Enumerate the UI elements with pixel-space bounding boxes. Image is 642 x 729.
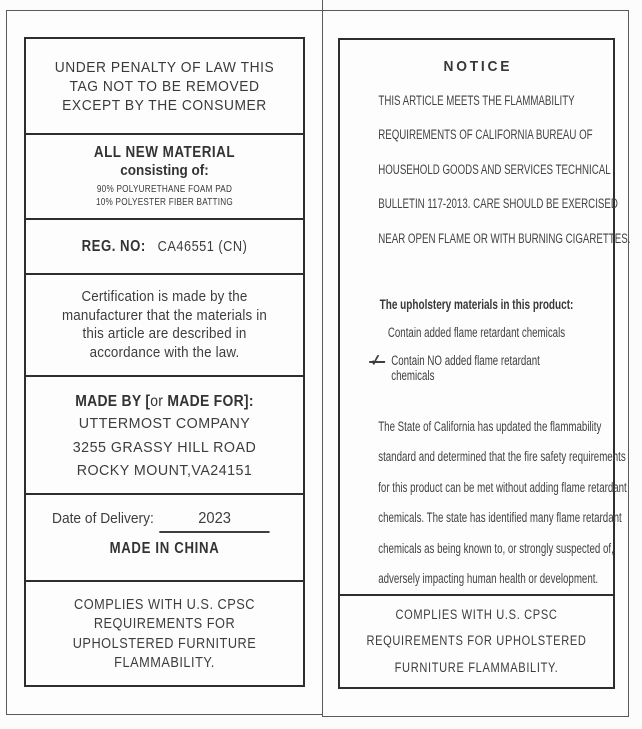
company-city: ROCKY MOUNT,VA24151 — [76, 462, 253, 479]
law-label-card — [24, 37, 305, 687]
state-line: for this product can be met without adding flame retardant — [378, 479, 627, 495]
cpsc-section-right — [340, 594, 613, 687]
penalty-section — [26, 39, 303, 133]
cpsc-line: COMPLIES WITH U.S. CPSC — [395, 606, 558, 622]
cpsc-line: FURNITURE FLAMMABILITY. — [394, 659, 559, 675]
delivery-label: Date of Delivery: — [52, 511, 154, 527]
penalty-line: EXCEPT BY THE CONSUMER — [62, 96, 267, 114]
certification-line: manufacturer that the materials in — [62, 307, 267, 324]
state-line: The State of California has updated the flammability — [378, 419, 602, 435]
certification-section — [26, 273, 303, 375]
material-component: 10% POLYESTER FIBER BATTING — [95, 196, 234, 208]
state-line: adversely impacting human health or development. — [378, 571, 599, 587]
material-subtitle: consisting of: — [120, 162, 209, 179]
state-line: chemicals. The state has identified many flame retardant — [378, 510, 622, 526]
notice-line: BULLETIN 117-2013. CARE SHOULD BE EXERCISED — [378, 196, 618, 212]
company-name: UTTERMOST COMPANY — [78, 415, 251, 432]
notice-section — [340, 40, 631, 594]
state-line: chemicals as being known to, or strongly suspected of, — [378, 540, 614, 556]
material-section — [26, 133, 303, 218]
penalty-line: UNDER PENALTY OF LAW THIS — [54, 58, 275, 76]
notice-card — [338, 38, 631, 689]
cpsc-line: REQUIREMENTS FOR — [93, 615, 236, 632]
company-street: 3255 GRASSY HILL ROAD — [72, 438, 257, 456]
cpsc-line: COMPLIES WITH U.S. CPSC — [73, 595, 256, 613]
registration-section — [26, 218, 303, 273]
made-by-heading-or: or — [150, 393, 164, 410]
made-by-section — [26, 375, 303, 493]
notice-line: THIS ARTICLE MEETS THE FLAMMABILITY — [378, 93, 575, 108]
delivery-row — [27, 508, 290, 533]
cpsc-line: REQUIREMENTS FOR UPHOLSTERED — [366, 633, 587, 649]
upholstery-heading: The upholstery materials in this product: — [379, 297, 574, 313]
certification-line: this article are described in — [82, 326, 247, 342]
certification-line: accordance with the law. — [89, 344, 240, 361]
state-line: standard and determined that the fire safety requirements — [378, 449, 626, 465]
notice-line: REQUIREMENTS OF CALIFORNIA BUREAU OF — [378, 127, 593, 143]
checkbox-checked — [369, 350, 385, 376]
state-update-paragraph — [340, 412, 627, 594]
fr-option-added: Contain added flame retardant chemicals — [387, 325, 566, 341]
notice-title: NOTICE — [443, 58, 513, 75]
check-icon: ✓ — [370, 350, 381, 370]
made-by-heading — [40, 391, 289, 412]
fr-option-no-added: Contain NO added flame retardant chemicals — [391, 353, 540, 384]
registration-row — [47, 238, 282, 256]
made-by-heading-end: MADE FOR]: — [163, 393, 254, 410]
notice-paragraph — [340, 84, 631, 256]
cpsc-line: UPHOLSTERED FURNITURE — [72, 634, 257, 652]
cpsc-line: FLAMMABILITY. — [114, 654, 215, 671]
material-component: 90% POLYURETHANE FOAM PAD — [96, 183, 233, 195]
reg-no-label: REG. NO: — [81, 237, 146, 255]
certification-line: Certification is made by the — [81, 289, 248, 305]
fr-option-no-added-row — [369, 350, 566, 384]
reg-no-value: CA46551 (CN) — [157, 237, 248, 255]
made-by-heading-start: MADE BY [ — [75, 393, 151, 410]
cpsc-section-left — [26, 580, 303, 685]
penalty-line: TAG NOT TO BE REMOVED — [69, 77, 260, 95]
notice-line: HOUSEHOLD GOODS AND SERVICES TECHNICAL — [378, 161, 611, 177]
country-of-origin: MADE IN CHINA — [109, 540, 220, 557]
material-title: ALL NEW MATERIAL — [93, 144, 236, 161]
delivery-year-blank: 2023 — [160, 508, 270, 533]
notice-line: NEAR OPEN FLAME OR WITH BURNING CIGARETTES. — [378, 230, 631, 246]
delivery-section — [26, 493, 303, 580]
